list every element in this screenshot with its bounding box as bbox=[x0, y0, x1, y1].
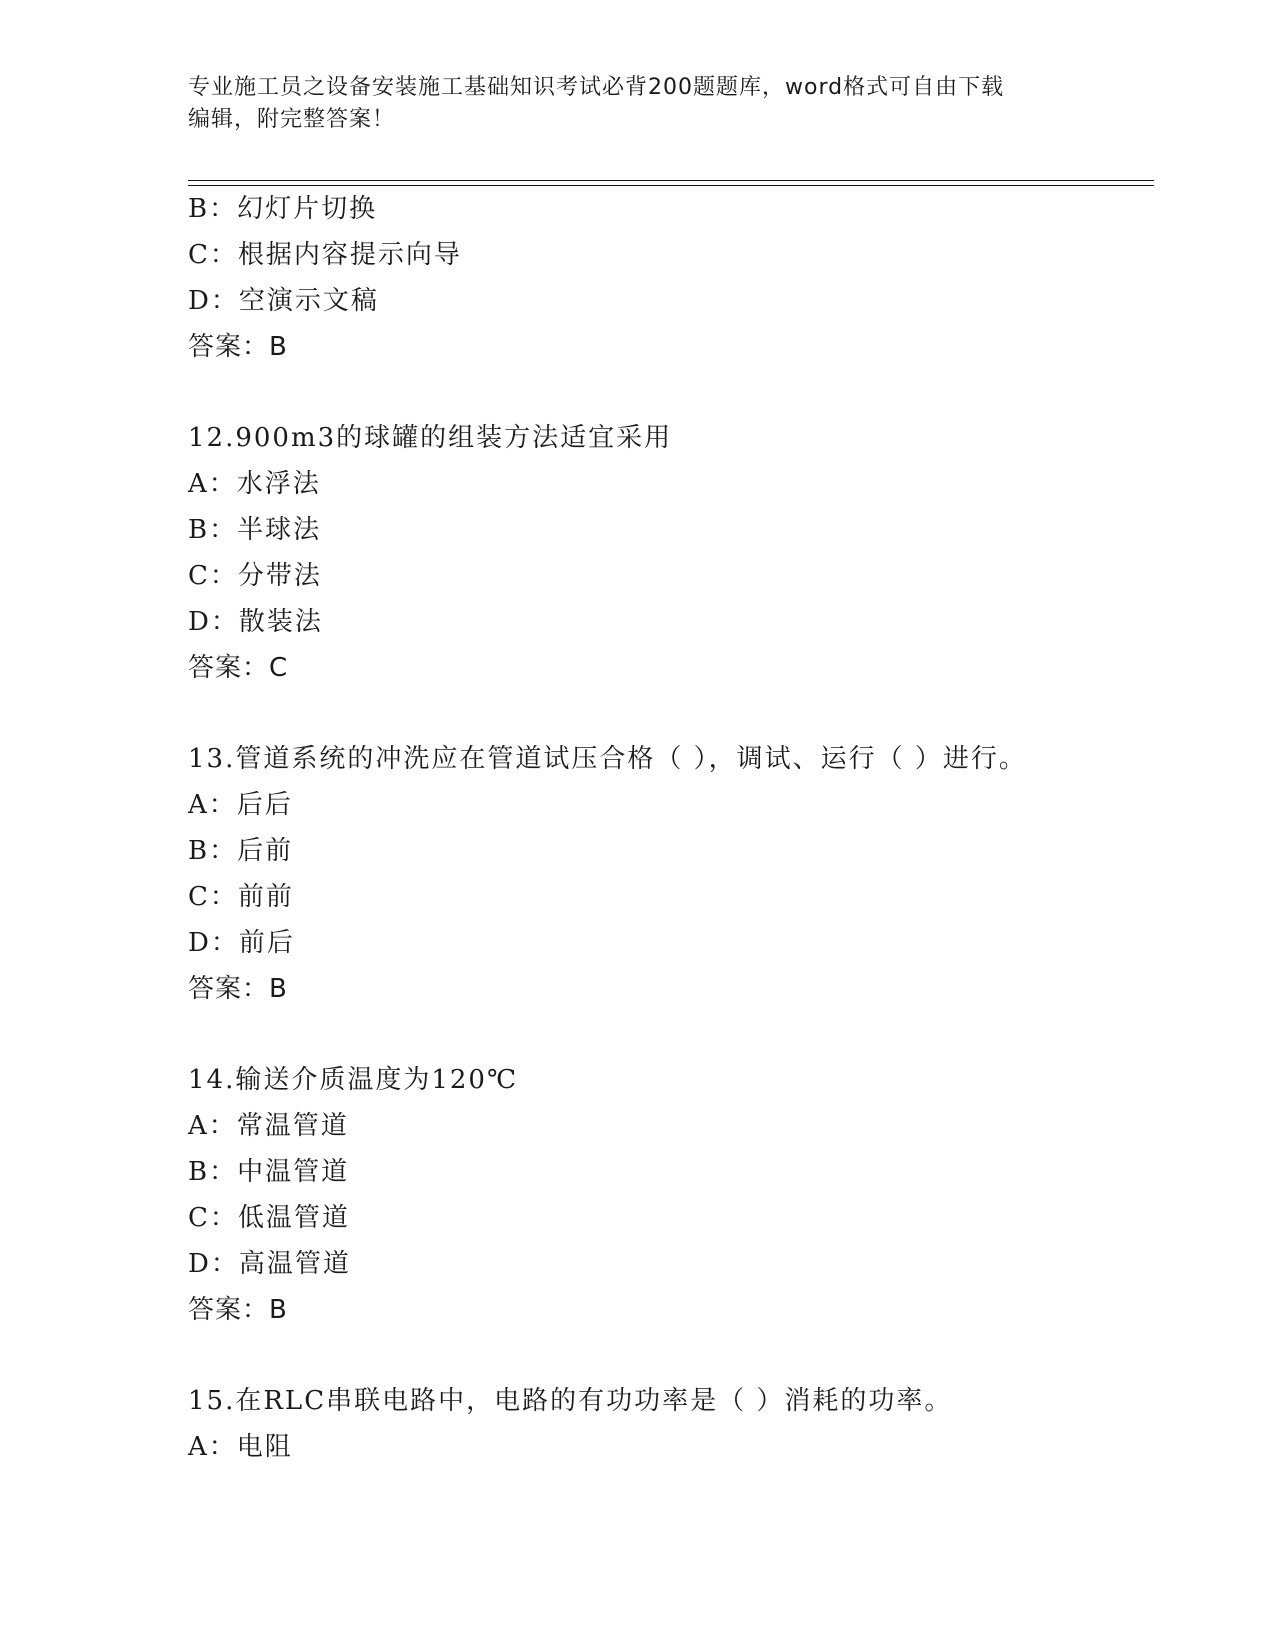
question-text: 12.900m3的球罐的组装方法适宜采用 bbox=[188, 423, 673, 453]
answer-line: 答案：B bbox=[188, 1295, 288, 1325]
option-d: D：空演示文稿 bbox=[188, 286, 379, 316]
page-header bbox=[188, 72, 1068, 136]
option-d: D：散装法 bbox=[188, 607, 323, 637]
question-block-14 bbox=[188, 1057, 1148, 1333]
question-text: 15.在RLC串联电路中，电路的有功功率是（ ）消耗的功率。 bbox=[188, 1386, 953, 1416]
question-block-11 bbox=[188, 186, 1148, 370]
answer-line: 答案：B bbox=[188, 332, 288, 362]
block-spacer bbox=[188, 1012, 1148, 1057]
question-block-12 bbox=[188, 415, 1148, 691]
option-b: B：半球法 bbox=[188, 515, 322, 545]
question-text: 14.输送介质温度为120℃ bbox=[188, 1065, 519, 1095]
option-b: B：后前 bbox=[188, 836, 294, 866]
option-b: B：幻灯片切换 bbox=[188, 194, 378, 224]
question-block-15 bbox=[188, 1378, 1148, 1470]
option-d: D：高温管道 bbox=[188, 1249, 351, 1279]
option-c: C：根据内容提示向导 bbox=[188, 240, 462, 270]
option-c: C：低温管道 bbox=[188, 1203, 350, 1233]
option-c: C：前前 bbox=[188, 882, 294, 912]
answer-line: 答案：B bbox=[188, 974, 288, 1004]
block-spacer bbox=[188, 691, 1148, 736]
header-title-line-1: 专业施工员之设备安装施工基础知识考试必背200题题库，word格式可自由下载 bbox=[188, 75, 1005, 100]
option-d: D：前后 bbox=[188, 928, 295, 958]
option-a: A：常温管道 bbox=[188, 1111, 349, 1141]
option-b: B：中温管道 bbox=[188, 1157, 350, 1187]
block-spacer bbox=[188, 1333, 1148, 1378]
header-title-line-2: 编辑，附完整答案！ bbox=[188, 107, 396, 132]
answer-line: 答案：C bbox=[188, 653, 289, 683]
block-spacer bbox=[188, 370, 1148, 415]
question-block-13 bbox=[188, 736, 1148, 1012]
question-text: 13.管道系统的冲洗应在管道试压合格（ ），调试、运行（ ）进行。 bbox=[188, 744, 1027, 774]
option-c: C：分带法 bbox=[188, 561, 322, 591]
option-a: A：水浮法 bbox=[188, 469, 321, 499]
option-a: A：电阻 bbox=[188, 1432, 293, 1462]
question-list bbox=[188, 186, 1148, 1470]
option-a: A：后后 bbox=[188, 790, 293, 820]
